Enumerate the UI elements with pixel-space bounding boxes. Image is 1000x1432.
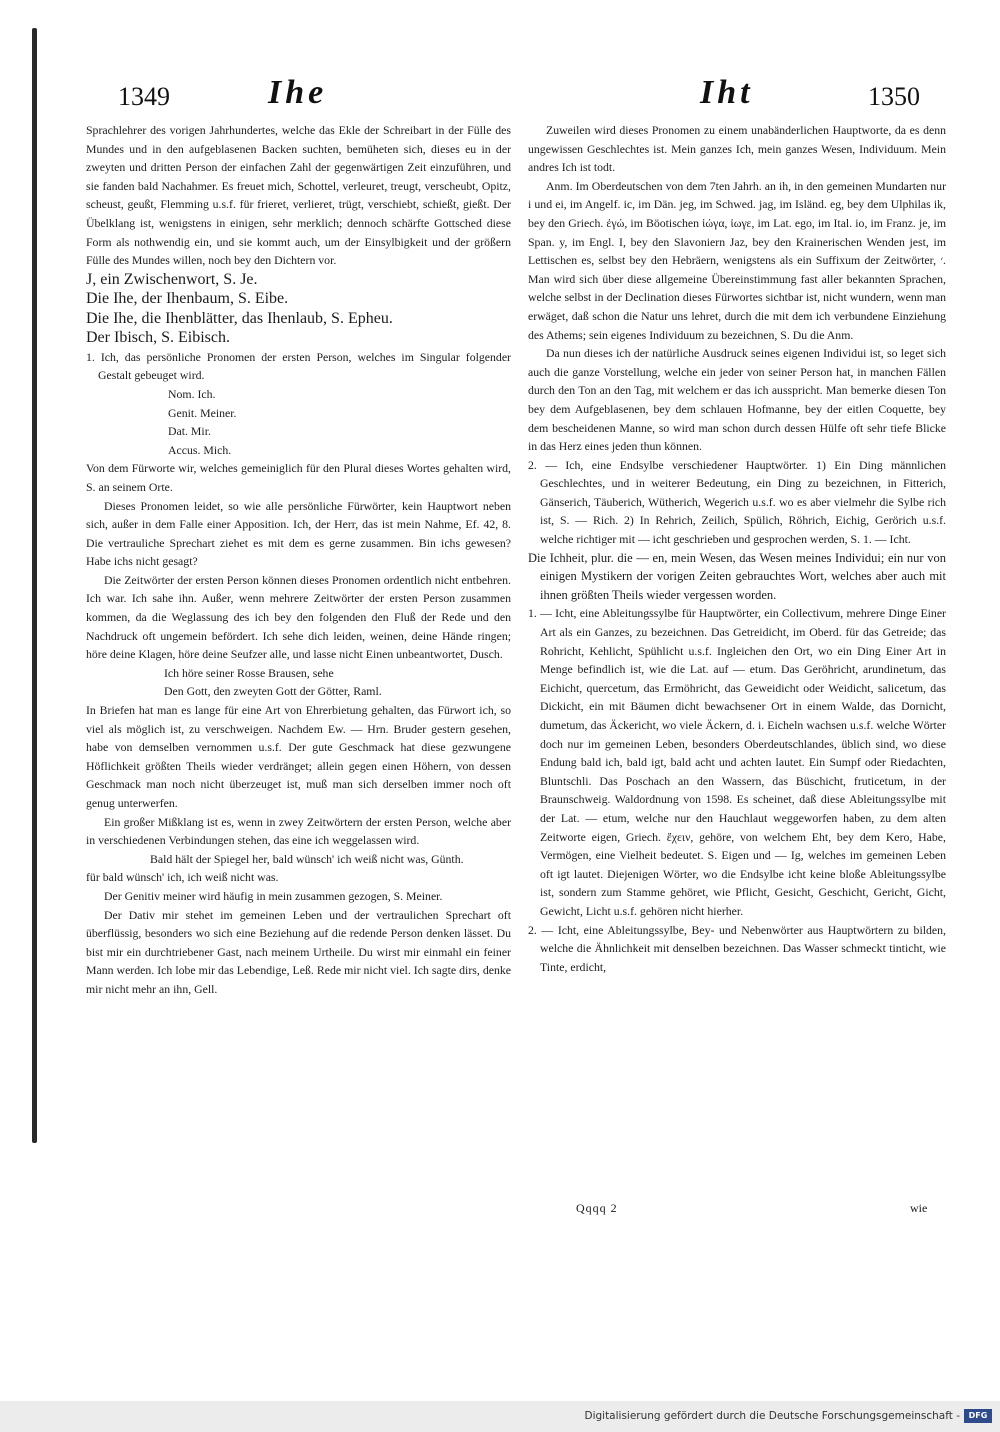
- entry-ichheit: Die Ichheit, plur. die — en, mein Wesen, das Wesen meines Individui; ein nur von einigen Mystikern der vorigen Zeiten gebrauchtes Wort, welches aber auch mit ihnen größten Theils wieder vergessen worden.: [528, 550, 946, 602]
- paragraph: Dieses Pronomen leidet, so wie alle persönliche Fürwörter, kein Hauptwort neben sich, außer in dem Falle einer Apposition. Ich, der Herr, das ist mein Nahme, Ef. 42, 8. Die vertrauliche Sprechart ziehet es mit dem es gerne zusammen. Bin ichs gewesen? Habe ichs nicht gesagt?: [86, 498, 511, 569]
- entry-heading: J, ein Zwischenwort, S. Je.: [86, 270, 258, 288]
- verse-line: Ich höre seiner Rosse Brausen, sehe: [164, 665, 334, 680]
- declension-line: Accus. Mich.: [168, 442, 232, 457]
- paragraph: Ein großer Mißklang ist es, wenn in zwey Zeitwörtern der ersten Person, welche aber in verschiedenen Verbindungen stehen, das eine ich weggelassen wird.: [86, 814, 511, 848]
- entry-icht-2: 2. — Icht, eine Ableitungssylbe, Bey- und Nebenwörter aus Hauptwörtern zu bilden, welche die Ähnlichkeit mit denselben bezeichnen. Das Wasser schmeckt tinticht, wie Tinte, erdicht,: [528, 922, 946, 974]
- entry-ich-suffix: 2. — Ich, eine Endsylbe verschiedener Hauptwörter. 1) Ein Ding männlichen Geschlechtes, und in weiterer Bedeutung, ein Ding zu bezeichnen, in Fitterich, Gänserich, Täuberich, Wütherich, Wegerich u.s.f. wo es aber vielmehr die Sylbe rich ist, S. — Rich. 2) In Rehrich, Zeilich, Spülich, Röhrich, Eichig, Gerörich u.s.f. welche richtiger mit — icht geschrieben und gesprochen werden, S. 1. — Icht.: [528, 457, 946, 547]
- catchword: wie: [910, 1201, 928, 1215]
- running-head-right: Iht: [700, 74, 754, 111]
- entry-heading: Die Ihe, der Ihenbaum, S. Eibe.: [86, 290, 289, 308]
- paragraph: Zuweilen wird dieses Pronomen zu einem unabänderlichen Hauptworte, da es denn ungewissen Geschlechtes ist. Mein ganzes Ich, mein ganzes Wesen, Individuum. Mein andres Ich ist todt.: [528, 123, 946, 175]
- verse-line: Bald hält der Spiegel her, bald wünsch' ich weiß nicht was, Günth.: [150, 851, 464, 866]
- paragraph: Da nun dieses ich der natürliche Ausdruck seines eigenen Individui ist, so leget sich auch die ganze Vorstellung, welche ein jeder von seiner Person hat, in manchen Fällen durch den Ton an den Tag, mit welchem er das ich ausspricht. Man bemerke diesen Ton bey dem Aufgeblasenen, bey dem schlauen Hofmanne, bey der eitlen Coquette, bey dem bescheidenen Manne, so wird man schon durch dessen Hülfe oft sehr tiefe Blicke in das Herz eines jeden thun können.: [528, 346, 946, 454]
- entry-ich: 1. Ich, das persönliche Pronomen der ersten Person, welches im Singular folgender Gestalt gebeuget wird.: [86, 349, 511, 383]
- annotation-paragraph: Anm. Im Oberdeutschen von dem 7ten Jahrh. an ih, in den gemeinen Mundarten nur i und ei, im Angelf. ic, im Dän. jeg, im Schwed. jag, im Isländ. eg, bey dem Ulphilas ik, bey den Griech. ἐγώ, im Böotischen ἱώγα, ἱωγε, im Lat. ego, im Ital. io, im Franz. je, im Span. y, im Engl. I, bey den Slavoniern Jaz, bey den Krainerischen Wenden jest, im Lettischen es, selbst bey den Hebräern, wenigstens als ein Suffixum der Zeitwörter, ׳. Man wird sich über diese allgemeine Übereinstimmung fast aller bekannten Sprachen, welche selbst in der Declination dieses Fürwortes sichtbar ist, nicht wundern, wenn man erwäget, daß schon die Natur uns lehret, durch die mit dem ich verbundene Einziehung des Athems; sein eigenes Individuum zu bezeichnen, S. Du die Anm.: [528, 178, 946, 342]
- paragraph: Der Genitiv meiner wird häufig in mein zusammen gezogen, S. Meiner.: [104, 888, 443, 903]
- declension-line: Genit. Meiner.: [168, 405, 237, 420]
- paragraph: In Briefen hat man es lange für eine Art von Ehrerbietung gehalten, das Fürwort ich, so viel als möglich ist, zu verschweigen. Nachdem Ew. — Hrn. Bruder gestern gesehen, habe von demselben vernommen u.s.f. Der gute Geschmack hat diese gezwungene Höflichkeit größten Theils wieder verdränget; allein gegen einen Höhern, von dessen Geschmack man noch nicht überzeuget ist, muß man sich derselben immer noch oft genug unterwerfen.: [86, 703, 511, 810]
- paragraph: Der Dativ mir stehet im gemeinen Leben und der vertraulichen Sprechart oft überflüssig, besonders wo sich eine Beziehung auf die redende Person denken lässet. Du bist mir ein durchtriebener Gast, nach meinem Urtheile. Du wirst mir einmahl ein feiner Mann werden. Ich lobe mir das Lebendige, Leß. Rede mir nicht viel. Ich sagte dirs, denke mir nicht mehr an ihn, Gell.: [86, 907, 511, 996]
- declension-line: Nom. Ich.: [168, 386, 216, 401]
- paragraph: Von dem Fürworte wir, welches gemeiniglich für den Plural dieses Wortes gehalten wird, S. an seinem Orte.: [86, 461, 511, 494]
- page-number-right: 1350: [868, 82, 920, 111]
- paragraph: Die Zeitwörter der ersten Person können dieses Pronomen ordentlich nicht entbehren. Ich war. Ich sahe ihn. Außer, wenn mehrere Zeitwörter der ersten Person zusammen kommen, da die Weglassung des ich bey den folgenden den Fluß der Rede und den Nachdruck oft ungemein befördert. Ich sehe dich leiden, weinen, deine Hände ringen; höre deine Klagen, höre deine Seufzer alle, und lasse nicht Einen unbeantwortet, Dusch.: [86, 572, 511, 662]
- running-head-left: Ihe: [268, 74, 328, 111]
- footer-credit: Digitalisierung gefördert durch die Deutsche Forschungsgemeinschaft -: [584, 1410, 960, 1422]
- entry-heading: Die Ihe, die Ihenblätter, das Ihenlaub, S. Epheu.: [86, 309, 393, 327]
- entry-heading: Der Ibisch, S. Eibisch.: [86, 329, 230, 347]
- footer-bar: [0, 1401, 1000, 1432]
- left-column: [86, 121, 511, 999]
- entry-icht-1: 1. — Icht, eine Ableitungssylbe für Hauptwörter, ein Collectivum, mehrere Dinge Einer Art als ein Ganzes, zu bezeichnen. Das Getreidicht, im Oberd. für das Getreide; das Rohricht, Kehlicht, Spühlicht u.s.f. Ingleichen den Ort, wo ein Ding Einer Art in Menge befindlich ist, wie die Lat. auf — etum. Das Geröhricht, arundinetum, das Eichicht, quercetum, das Ermöhricht, das Geweidicht oder Weidicht, salicetum, das Dickicht, ein mit Bäumen dicht bewachsener Ort in einem Walde, das Dornicht, dumetum, das Äckericht, wo viele Äckern, d. i. Eicheln wachsen u.s.f. welche Wörter doch nur im gemeinen Leben, besonders Oberdeutschlandes, üblich sind, wo diese Endung bald ich, bald igt, bald acht und achten lautet. Ein Sumpf oder Riedachten, Bluntschli. Das Poschach an den Wassern, das Büschicht, fruticetum, in der Braunschweig. Waldordnung von 1598. Es scheinet, daß diese Ableitungssylbe mit der Lat. — etum, welche nur den Hauchlaut weggeworfen haben, zu dem alten Zeitworte eigen, Griech. ἔχειν, gehöre, von welchem Eht, bey dem Kero, Habe, Vermögen, eine Vielheit bedeutet. S. Eigen und — Ig, welches im gemeinen Leben oft igt lautet. Diejenigen Wörter, wo die Endsylbe icht keine bloße Ableitungssylbe ist, sondern zum Stamme gehöret, wie Pflicht, Gesicht, Geschicht, Gericht, Gicht, Gewicht, Licht u.s.f. gehören nicht hierher.: [528, 606, 946, 918]
- paragraph: Sprachlehrer des vorigen Jahrhundertes, welche das Ekle der Schreibart in der Fülle des Mundes und in den aufgeblasenen Backen suchten, bemüheten sich, dieses eu in der zweyten und dritten Person der einfachen Zahl der gegenwärtigen Zeit einzuführen, und sie fanden bald Nachahmer. Es freuet mich, Schottel, verleuret, treugt, verscheubt, Opitz, scheust, geußt, Flemming u.s.f. für frieret, verlieret, trügt, verschiebt, schießt, gießt. Der Übelklang ist, wenigstens in einigen, sehr merklich; dennoch schärfte Gottsched diese Form als nothwendig ein, und sie kommt auch, um der Einsylbigkeit und der größern Fülle des Mundes willen, noch bey den Dichtern vor.: [86, 123, 511, 268]
- page-number-left: 1349: [118, 82, 170, 111]
- dfg-logo-icon[interactable]: DFG: [964, 1409, 992, 1423]
- right-column: [528, 121, 946, 976]
- declension-line: Dat. Mir.: [168, 424, 211, 439]
- signature-mark: Qqqq 2: [576, 1201, 618, 1215]
- paragraph: für bald wünsch' ich, ich weiß nicht was.: [86, 870, 279, 885]
- verse-line: Den Gott, den zweyten Gott der Götter, Raml.: [164, 684, 382, 699]
- page-edge: [32, 28, 37, 1143]
